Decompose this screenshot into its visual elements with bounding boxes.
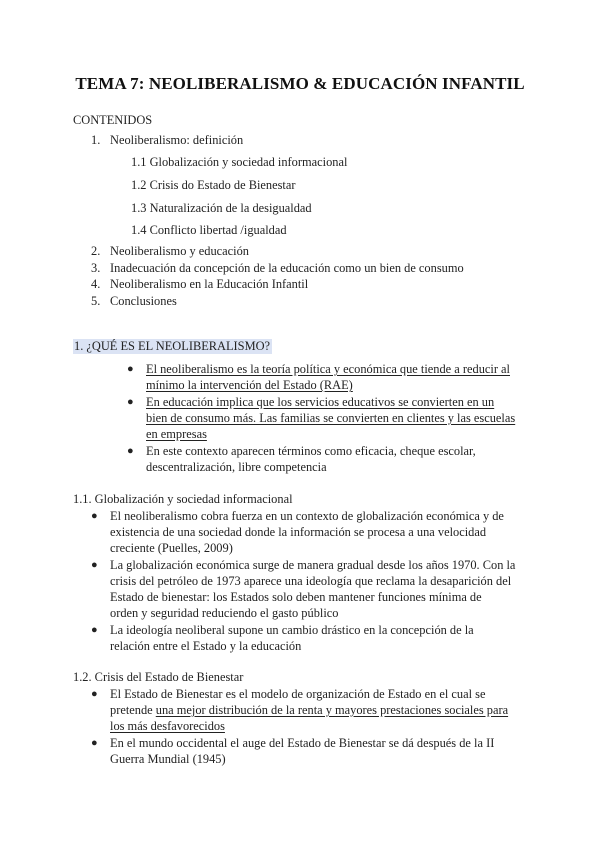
bullet-icon: ●	[91, 737, 98, 749]
section-heading	[73, 338, 272, 354]
bullet-text-line: Guerra Mundial (1945)	[110, 752, 226, 766]
bullet-icon: ●	[91, 688, 98, 700]
bullet-text-line: bien de consumo más. Las familias se convierten en clientes y las escuelas	[146, 411, 516, 425]
bullet-text-line: descentralización, libre competencia	[146, 460, 327, 474]
document-title: TEMA 7: NEOLIBERALISMO & EDUCACIÓN INFANTIL	[75, 74, 525, 93]
contents-item-num: 5.	[91, 294, 101, 308]
contents-item: Neoliberalismo: definición	[110, 133, 244, 147]
bullet-text-line: Estado de bienestar: los Estados solo deben mantener funciones mínima de	[110, 590, 482, 604]
section-heading: 1.2. Crisis del Estado de Bienestar	[73, 670, 244, 684]
bullet-text-line: En este contexto aparecen términos como eficacia, cheque escolar,	[146, 444, 476, 458]
contents-item: Conclusiones	[110, 294, 177, 308]
contents-item-num: 4.	[91, 277, 101, 291]
bullet-text-underlined: una mejor distribución de la renta y mayores prestaciones sociales para	[155, 703, 509, 717]
bullet-text-line: En educación implica que los servicios educativos se convierten en un	[146, 395, 495, 409]
bullet-icon: ●	[127, 363, 134, 375]
contents-item: Neoliberalismo en la Educación Infantil	[110, 277, 309, 291]
contents-item-num: 3.	[91, 261, 101, 275]
contents-item: Neoliberalismo y educación	[110, 244, 250, 258]
contents-item-num: 1.	[91, 133, 101, 147]
bullet-text-line: El neoliberalismo cobra fuerza en un contexto de globalización económica y de	[110, 509, 504, 523]
bullet-text-line: orden y seguridad reduciendo el gasto público	[110, 606, 339, 620]
contents-subitem: 1.1 Globalización y sociedad informacional	[131, 155, 348, 169]
bullet-text-line: crisis del petróleo de 1973 aparece una ideología que reclama la desaparición del	[110, 574, 512, 588]
contents-subitem: 1.3 Naturalización de la desigualdad	[131, 201, 312, 215]
bullet-text-plain: pretende	[110, 703, 156, 717]
section-heading: 1.1. Globalización y sociedad informacional	[73, 492, 293, 506]
bullet-text-line: El Estado de Bienestar es el modelo de organización de Estado en el cual se	[110, 687, 486, 701]
bullet-text-line: en empresas	[146, 427, 207, 441]
bullet-text-line: El neoliberalismo es la teoría política y económica que tiende a reducir al	[146, 362, 510, 376]
bullet-text-line: los más desfavorecidos	[110, 719, 225, 733]
bullet-text-line: mínimo la intervención del Estado (RAE)	[146, 378, 353, 392]
bullet-text-line: creciente (Puelles, 2009)	[110, 541, 233, 555]
bullet-text-line: La ideología neoliberal supone un cambio drástico en la concepción de la	[110, 623, 474, 637]
contents-heading: CONTENIDOS	[73, 113, 153, 127]
bullet-icon: ●	[91, 510, 98, 522]
bullet-text-line: relación entre el Estado y la educación	[110, 639, 302, 653]
bullet-text-line: existencia de una sociedad donde la información se procesa a una velocidad	[110, 525, 487, 539]
contents-item: Inadecuación da concepción de la educación como un bien de consumo	[110, 261, 464, 275]
bullet-text-line: La globalización económica surge de manera gradual desde los años 1970. Con la	[110, 558, 516, 572]
bullet-text-line: En el mundo occidental el auge del Estado de Bienestar se dá después de la II	[110, 736, 495, 750]
contents-subitem: 1.2 Crisis do Estado de Bienestar	[131, 178, 296, 192]
bullet-icon: ●	[91, 559, 98, 571]
bullet-icon: ●	[127, 396, 134, 408]
section-heading-highlight: 1. ¿QUÉ ES EL NEOLIBERALISMO?	[74, 339, 271, 353]
bullet-text-line	[110, 702, 508, 718]
contents-subitem: 1.4 Conflicto libertad /igualdad	[131, 223, 287, 237]
contents-item-num: 2.	[91, 244, 101, 258]
bullet-icon: ●	[91, 624, 98, 636]
bullet-icon: ●	[127, 445, 134, 457]
